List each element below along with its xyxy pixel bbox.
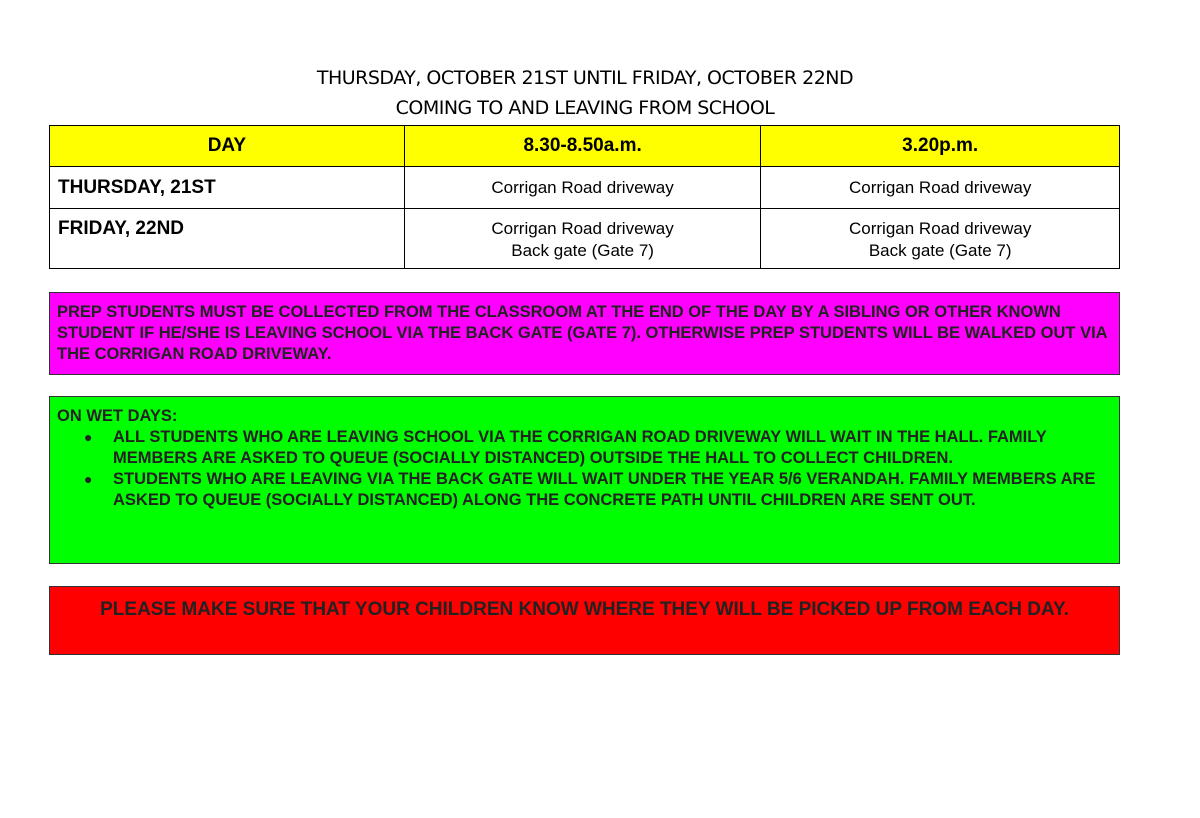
column-header-day: DAY: [50, 126, 405, 167]
wet-days-box: [49, 396, 1120, 564]
bullet-icon: ●: [84, 471, 93, 487]
cell-line: Corrigan Road driveway: [849, 219, 1032, 238]
wet-days-list: [57, 427, 1111, 511]
cell-line: Back gate (Gate 7): [511, 241, 654, 260]
morning-cell: [404, 167, 761, 209]
day-cell: FRIDAY, 22ND: [50, 209, 405, 269]
cell-line: Corrigan Road driveway: [491, 178, 674, 197]
reminder-text: PLEASE MAKE SURE THAT YOUR CHILDREN KNOW WHERE THEY WILL BE PICKED UP FROM EACH DAY.: [100, 599, 1069, 620]
bullet-icon: ●: [84, 429, 93, 445]
schedule-table: [49, 125, 1120, 269]
cell-line: Corrigan Road driveway: [849, 178, 1032, 197]
morning-cell: [404, 209, 761, 269]
page-subtitle: COMING TO AND LEAVING FROM SCHOOL: [395, 97, 775, 119]
table-row: [50, 209, 1120, 269]
page-title: THURSDAY, OCTOBER 21ST UNTIL FRIDAY, OCTOBER 22ND: [316, 67, 854, 89]
cell-line: Back gate (Gate 7): [868, 241, 1012, 260]
day-cell: THURSDAY, 21ST: [50, 167, 405, 209]
list-item: [84, 427, 1111, 469]
column-header-morning: 8.30-8.50a.m.: [404, 126, 761, 167]
prep-notice-text: PREP STUDENTS MUST BE COLLECTED FROM THE CLASSROOM AT THE END OF THE DAY BY A SIBLING OR OTHER KNOWN STUDENT IF HE/SHE IS LEAVING SCHOOL VIA THE BACK GATE (GATE 7). OTHERWISE PREP STUDENTS WILL BE WALKED OUT VIA THE CORRIGAN ROAD DRIVEWAY.: [57, 303, 1107, 363]
reminder-box: [49, 586, 1120, 655]
table-row: [50, 167, 1120, 209]
list-item-text: STUDENTS WHO ARE LEAVING VIA THE BACK GATE WILL WAIT UNDER THE YEAR 5/6 VERANDAH. FAMILY MEMBERS ARE ASKED TO QUEUE (SOCIALLY DISTANCED) ALONG THE CONCRETE PATH UNTIL CHILDREN ARE SENT OUT.: [113, 470, 1096, 509]
prep-notice-box: [49, 292, 1120, 375]
cell-line: Corrigan Road driveway: [491, 219, 674, 238]
afternoon-cell: [761, 209, 1120, 269]
afternoon-cell: [761, 167, 1120, 209]
wet-days-heading: ON WET DAYS:: [57, 407, 178, 425]
column-header-afternoon: 3.20p.m.: [761, 126, 1120, 167]
list-item-text: ALL STUDENTS WHO ARE LEAVING SCHOOL VIA THE CORRIGAN ROAD DRIVEWAY WILL WAIT IN THE HALL. FAMILY MEMBERS ARE ASKED TO QUEUE (SOCIALLY DISTANCED) OUTSIDE THE HALL TO COLLECT CHILDREN.: [113, 428, 1047, 467]
table-header-row: [50, 126, 1120, 167]
list-item: [84, 469, 1111, 511]
